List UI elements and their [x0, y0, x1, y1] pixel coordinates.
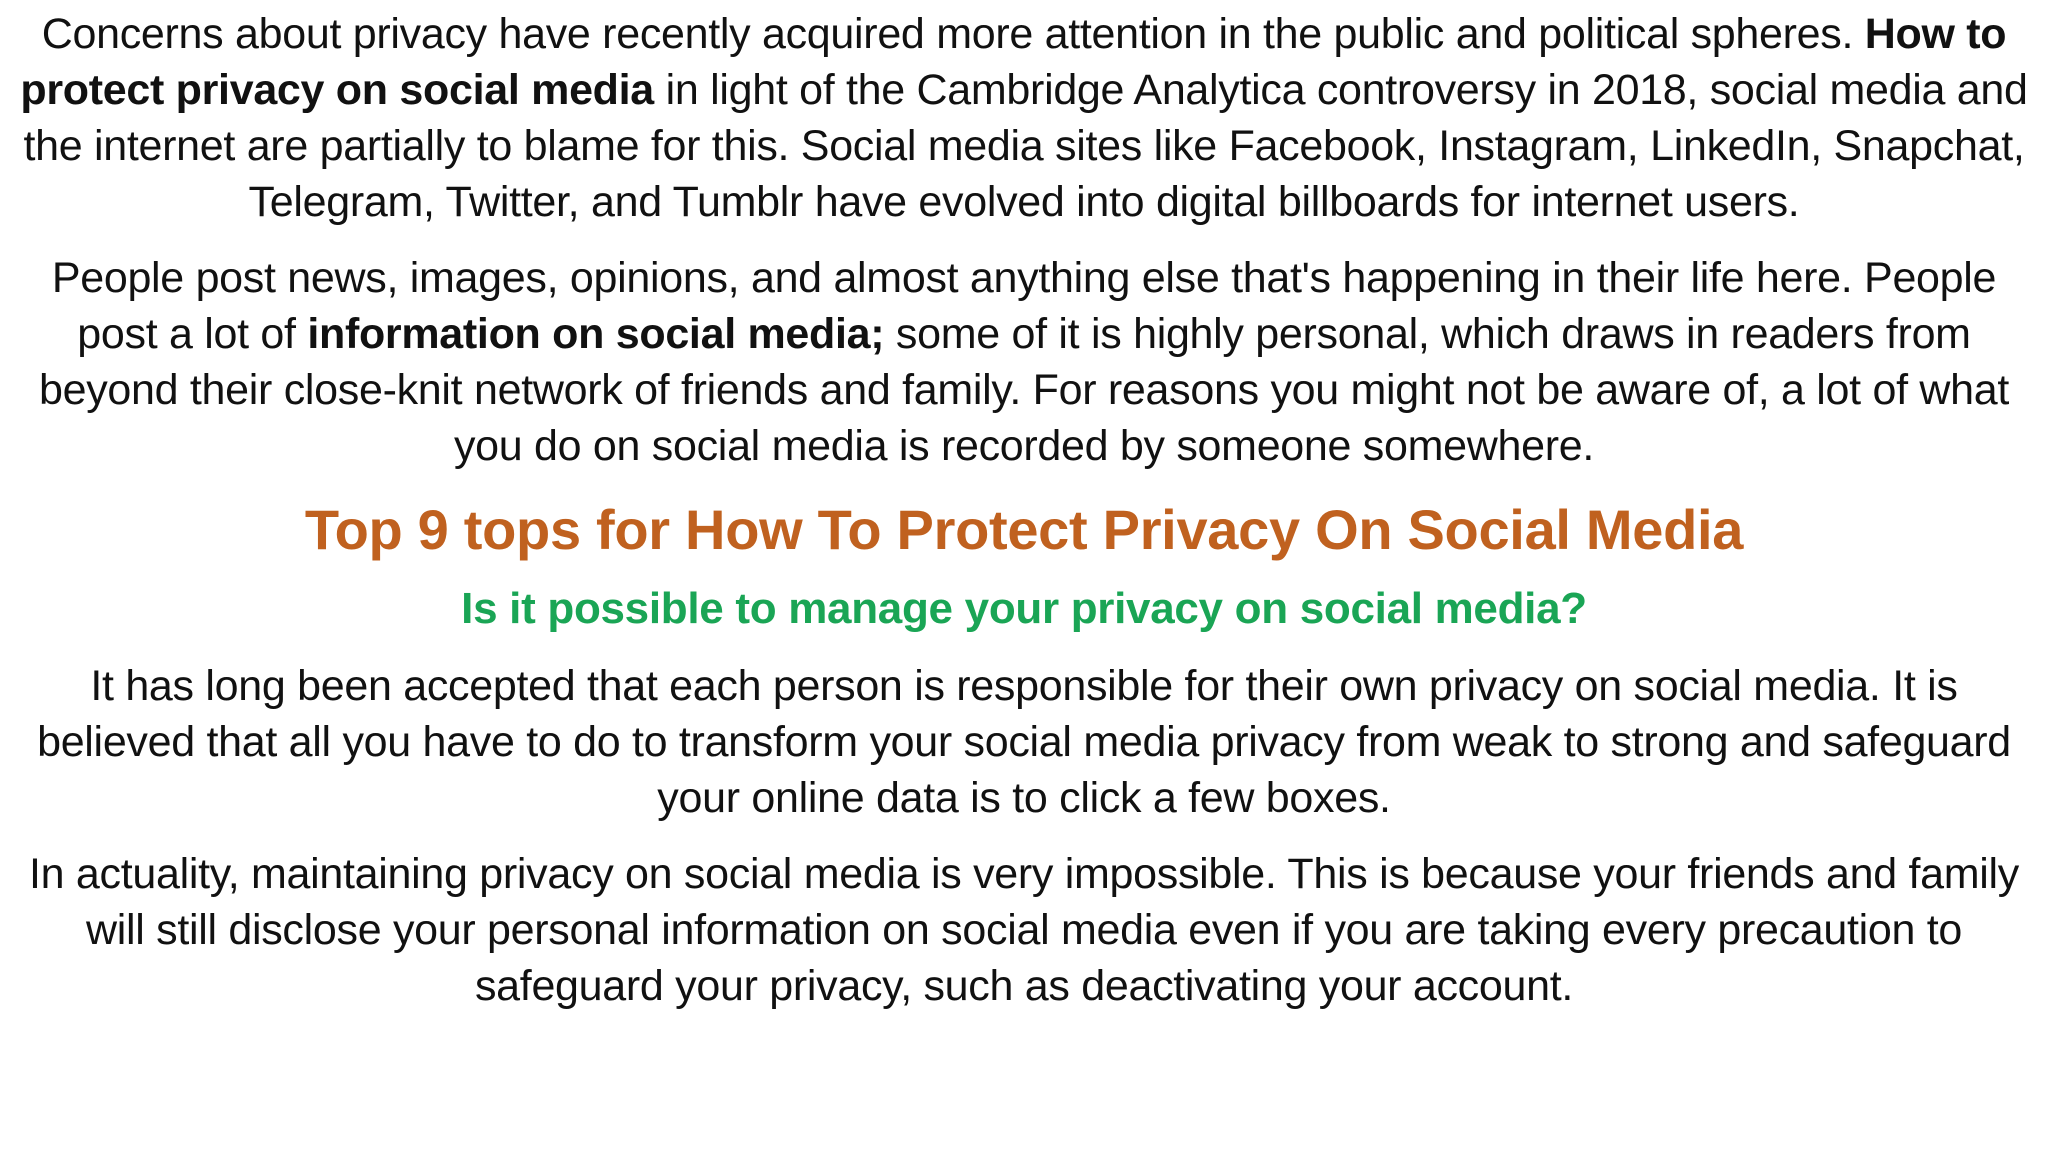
social-posting-paragraph: [14, 250, 2034, 474]
intro-paragraph-bold: How to protect privacy on social media: [20, 10, 2007, 114]
actuality-paragraph: In actuality, maintaining privacy on social media is very impossible. This is because your friends and family will still disclose your personal information on social media even if you are taking every precaution to safeguard your privacy, such as deactivating your account.: [28, 850, 2019, 1010]
intro-paragraph-lead: Concerns about privacy have recently acquired more attention in the public and political spheres.: [41, 10, 1865, 58]
social-posting-paragraph-rest: some of it is highly personal, which draws in readers from beyond their close-knit network of friends and family. For reasons you might not be aware of, a lot of what you do on social media is recorded by someone somewhere.: [38, 310, 2009, 470]
section-subheading: Is it possible to manage your privacy on social media?: [461, 584, 1587, 633]
social-posting-paragraph-lead: People post news, images, opinions, and almost anything else that's happening in their life here. People post a lot of: [51, 254, 1997, 358]
intro-paragraph-rest: in light of the Cambridge Analytica controversy in 2018, social media and the internet are partially to blame for this. Social media sites like Facebook, Instagram, LinkedIn, Snapchat, Telegram, Twitter, and Tumblr have evolved into digital billboards for internet users.: [23, 66, 2028, 226]
intro-paragraph: [14, 6, 2034, 230]
responsibility-paragraph: It has long been accepted that each person is responsible for their own privacy on social media. It is believed that all you have to do to transform your social media privacy from weak to strong and safeguard your online data is to click a few boxes.: [37, 662, 2011, 822]
section-heading: Top 9 tops for How To Protect Privacy On Social Media: [304, 498, 1744, 561]
social-posting-paragraph-bold: information on social media;: [307, 310, 885, 358]
